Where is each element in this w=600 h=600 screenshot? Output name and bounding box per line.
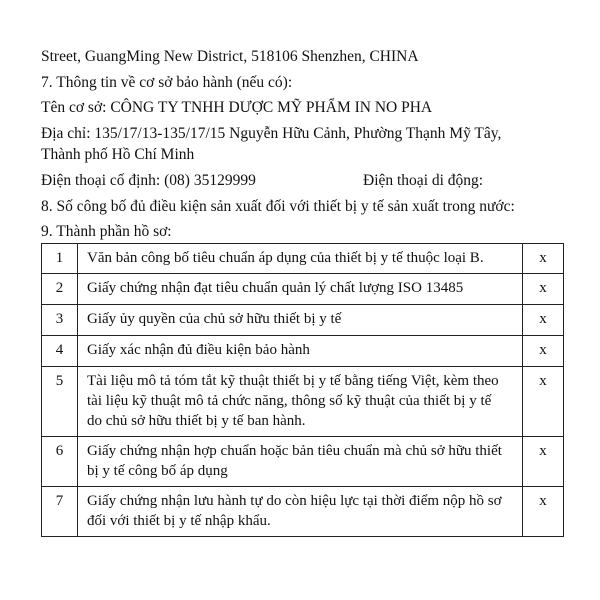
facility-name-line: Tên cơ sở: CÔNG TY TNHH DƯỢC MỸ PHẨM IN NO PHA	[41, 99, 433, 116]
description-line: Giấy xác nhận đủ điều kiện bảo hành	[87, 342, 310, 358]
row-check-mark: x	[523, 437, 564, 487]
row-number: 6	[42, 437, 78, 487]
row-number: 3	[42, 305, 78, 336]
row-check-mark: x	[523, 336, 564, 367]
table-row	[42, 487, 564, 537]
table-row	[42, 367, 564, 437]
table-row	[42, 274, 564, 305]
description-line: Văn bản công bố tiêu chuẩn áp dụng của thiết bị y tế thuộc loại B.	[87, 250, 484, 266]
row-number: 5	[42, 367, 78, 437]
row-description	[78, 244, 523, 274]
description-line: Giấy ủy quyền của chủ sở hữu thiết bị y tế	[87, 311, 342, 327]
table-row	[42, 244, 564, 274]
table-row	[42, 305, 564, 336]
row-description	[78, 274, 523, 305]
row-number: 2	[42, 274, 78, 305]
documents-table	[41, 243, 564, 537]
row-check-mark: x	[523, 274, 564, 305]
description-line: đối với thiết bị y tế nhập khẩu.	[87, 513, 271, 529]
section-7-title: 7. Thông tin về cơ sở bảo hành (nếu có):	[41, 74, 293, 91]
row-number: 4	[42, 336, 78, 367]
address-line-2: Thành phố Hồ Chí Minh	[41, 146, 195, 163]
description-line: Giấy chứng nhận hợp chuẩn hoặc bản tiêu chuẩn mà chủ sở hữu thiết	[87, 443, 502, 459]
description-line: tài liệu kỹ thuật mô tả chức năng, thông số kỹ thuật của thiết bị y tế	[87, 393, 492, 409]
description-line: Tài liệu mô tả tóm tắt kỹ thuật thiết bị y tế bằng tiếng Việt, kèm theo	[87, 373, 499, 389]
row-description	[78, 336, 523, 367]
description-line: Giấy chứng nhận lưu hành tự do còn hiệu lực tại thời điểm nộp hồ sơ	[87, 493, 502, 509]
mobile-phone: Điện thoại di động:	[363, 172, 484, 189]
row-description	[78, 487, 523, 537]
description-line: do chủ sở hữu thiết bị y tế ban hành.	[87, 413, 306, 429]
landline-phone: Điện thoại cố định: (08) 35129999	[41, 172, 256, 189]
row-description	[78, 367, 523, 437]
row-number: 7	[42, 487, 78, 537]
row-description	[78, 437, 523, 487]
row-check-mark: x	[523, 244, 564, 274]
row-description	[78, 305, 523, 336]
description-line: bị y tế công bố áp dụng	[87, 463, 228, 479]
row-check-mark: x	[523, 487, 564, 537]
table-row	[42, 437, 564, 487]
address-line-1: Địa chỉ: 135/17/13-135/17/15 Nguyễn Hữu Cảnh, Phường Thạnh Mỹ Tây,	[41, 125, 502, 142]
row-check-mark: x	[523, 367, 564, 437]
section-8-title: 8. Số công bố đủ điều kiện sản xuất đối với thiết bị y tế sản xuất trong nước:	[41, 198, 515, 215]
description-line: Giấy chứng nhận đạt tiêu chuẩn quản lý chất lượng ISO 13485	[87, 280, 464, 296]
section-9-title: 9. Thành phần hồ sơ:	[41, 223, 172, 240]
address-tail-line: Street, GuangMing New District, 518106 Shenzhen, CHINA	[41, 48, 419, 65]
table-row	[42, 336, 564, 367]
row-check-mark: x	[523, 305, 564, 336]
row-number: 1	[42, 244, 78, 274]
